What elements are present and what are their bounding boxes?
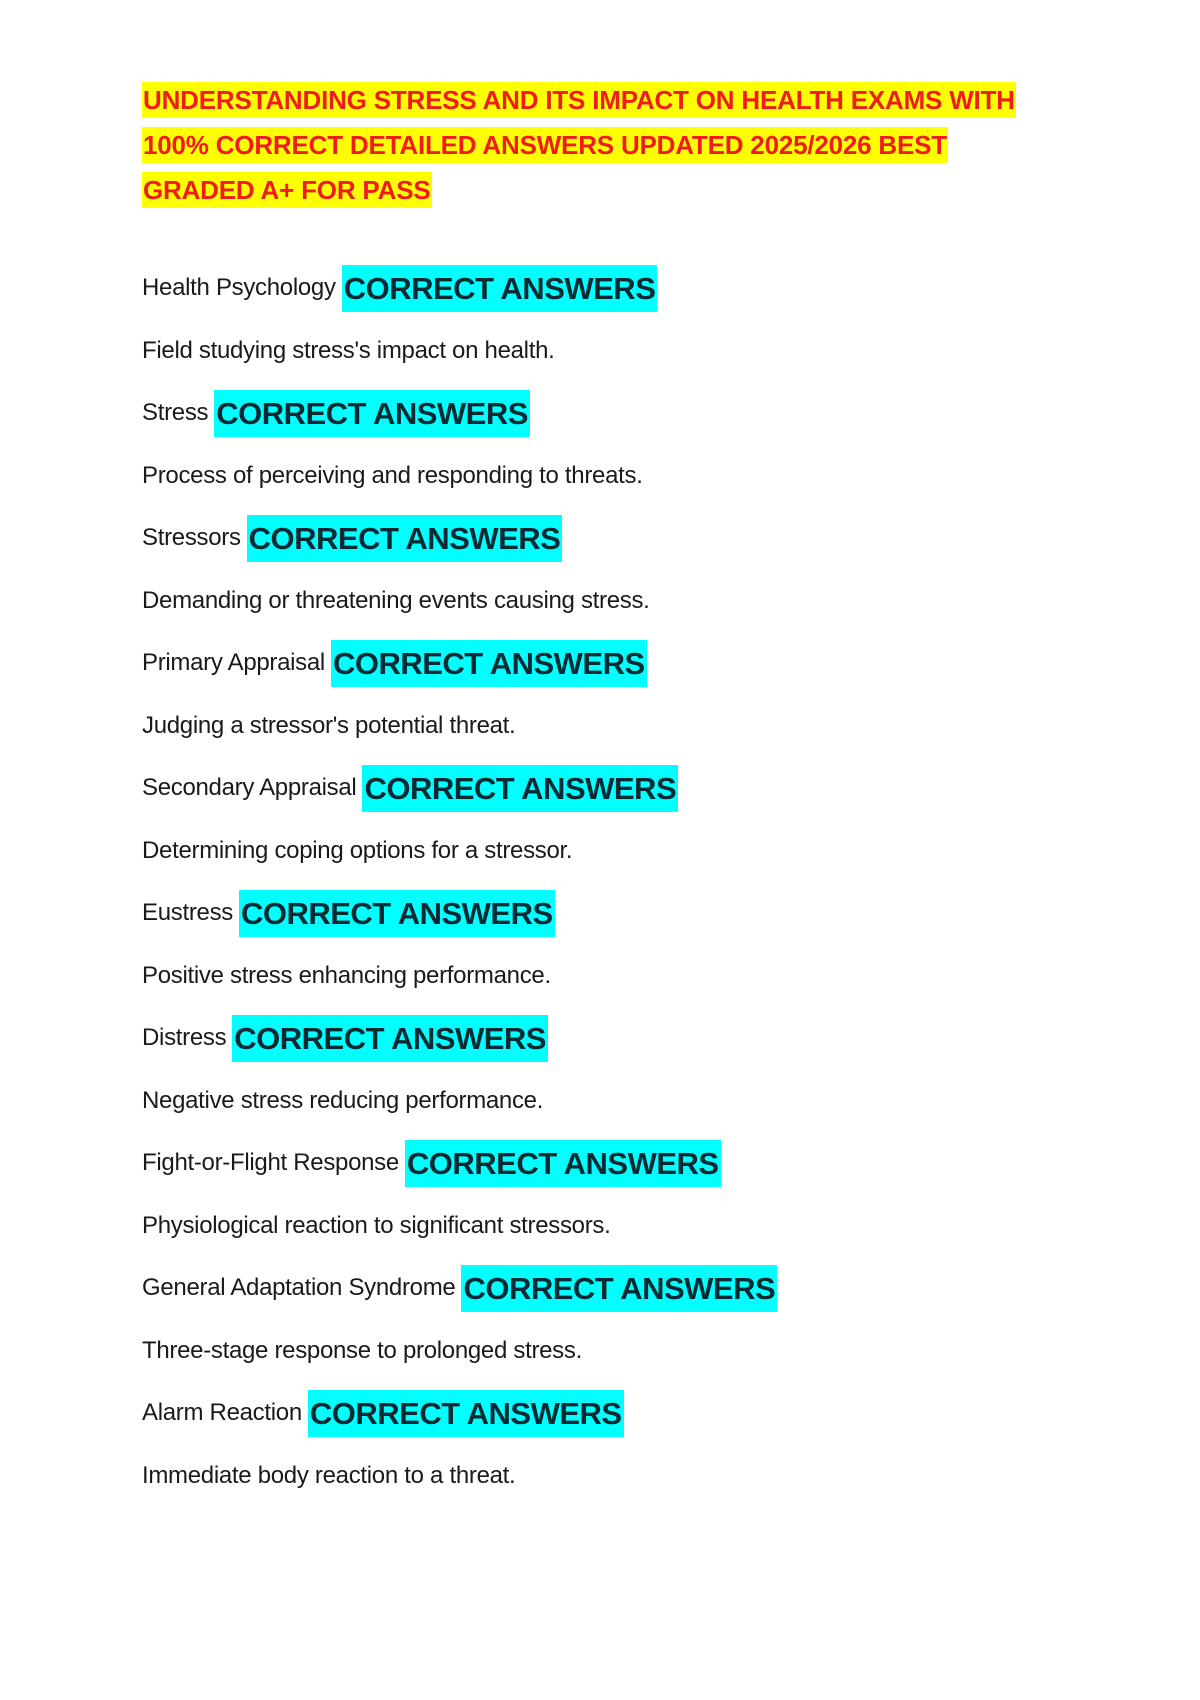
term: Primary Appraisal (142, 649, 325, 676)
document-page (142, 78, 1062, 1513)
correct-answers-badge: CORRECT ANSWERS (342, 265, 658, 312)
entry (142, 513, 1062, 638)
term: Eustress (142, 899, 233, 926)
term: Distress (142, 1024, 227, 1051)
term-line (142, 638, 1062, 688)
correct-answers-badge: CORRECT ANSWERS (362, 765, 678, 812)
definition: Demanding or threatening events causing stress. (142, 586, 650, 614)
definition: Physiological reaction to significant stressors. (142, 1211, 611, 1239)
term: Secondary Appraisal (142, 774, 357, 801)
entry (142, 1263, 1062, 1388)
entry (142, 888, 1062, 1013)
document-title-text: UNDERSTANDING STRESS AND ITS IMPACT ON HEALTH EXAMS WITH 100% CORRECT DETAILED ANSWERS UPDATED 2025/2026 BEST GRADED A+ FOR PASS (142, 82, 1016, 208)
document-title (142, 78, 1062, 213)
entry (142, 763, 1062, 888)
entry (142, 638, 1062, 763)
entry-list (142, 263, 1062, 1513)
term-line (142, 263, 1062, 313)
correct-answers-badge: CORRECT ANSWERS (461, 1265, 777, 1312)
term-line (142, 763, 1062, 813)
term: Stress (142, 399, 209, 426)
definition: Negative stress reducing performance. (142, 1086, 544, 1114)
entry (142, 1388, 1062, 1513)
term-line (142, 888, 1062, 938)
entry (142, 1138, 1062, 1263)
definition: Field studying stress's impact on health. (142, 336, 555, 364)
term-line (142, 1013, 1062, 1063)
correct-answers-badge: CORRECT ANSWERS (308, 1390, 624, 1437)
entry (142, 1013, 1062, 1138)
term-line (142, 388, 1062, 438)
entry (142, 388, 1062, 513)
correct-answers-badge: CORRECT ANSWERS (247, 515, 563, 562)
term-line (142, 1263, 1062, 1313)
term: Stressors (142, 524, 241, 551)
definition: Positive stress enhancing performance. (142, 961, 551, 989)
definition: Judging a stressor's potential threat. (142, 711, 516, 739)
definition: Three-stage response to prolonged stress. (142, 1336, 582, 1364)
correct-answers-badge: CORRECT ANSWERS (331, 640, 647, 687)
correct-answers-badge: CORRECT ANSWERS (232, 1015, 548, 1062)
correct-answers-badge: CORRECT ANSWERS (214, 390, 530, 437)
definition: Immediate body reaction to a threat. (142, 1461, 516, 1489)
correct-answers-badge: CORRECT ANSWERS (239, 890, 555, 937)
term-line (142, 1138, 1062, 1188)
term: General Adaptation Syndrome (142, 1274, 456, 1301)
term-line (142, 513, 1062, 563)
correct-answers-badge: CORRECT ANSWERS (405, 1140, 721, 1187)
term: Health Psychology (142, 274, 336, 301)
term-line (142, 1388, 1062, 1438)
definition: Process of perceiving and responding to threats. (142, 461, 643, 489)
entry (142, 263, 1062, 388)
term: Alarm Reaction (142, 1399, 302, 1426)
definition: Determining coping options for a stressor. (142, 836, 573, 864)
term: Fight-or-Flight Response (142, 1149, 399, 1176)
